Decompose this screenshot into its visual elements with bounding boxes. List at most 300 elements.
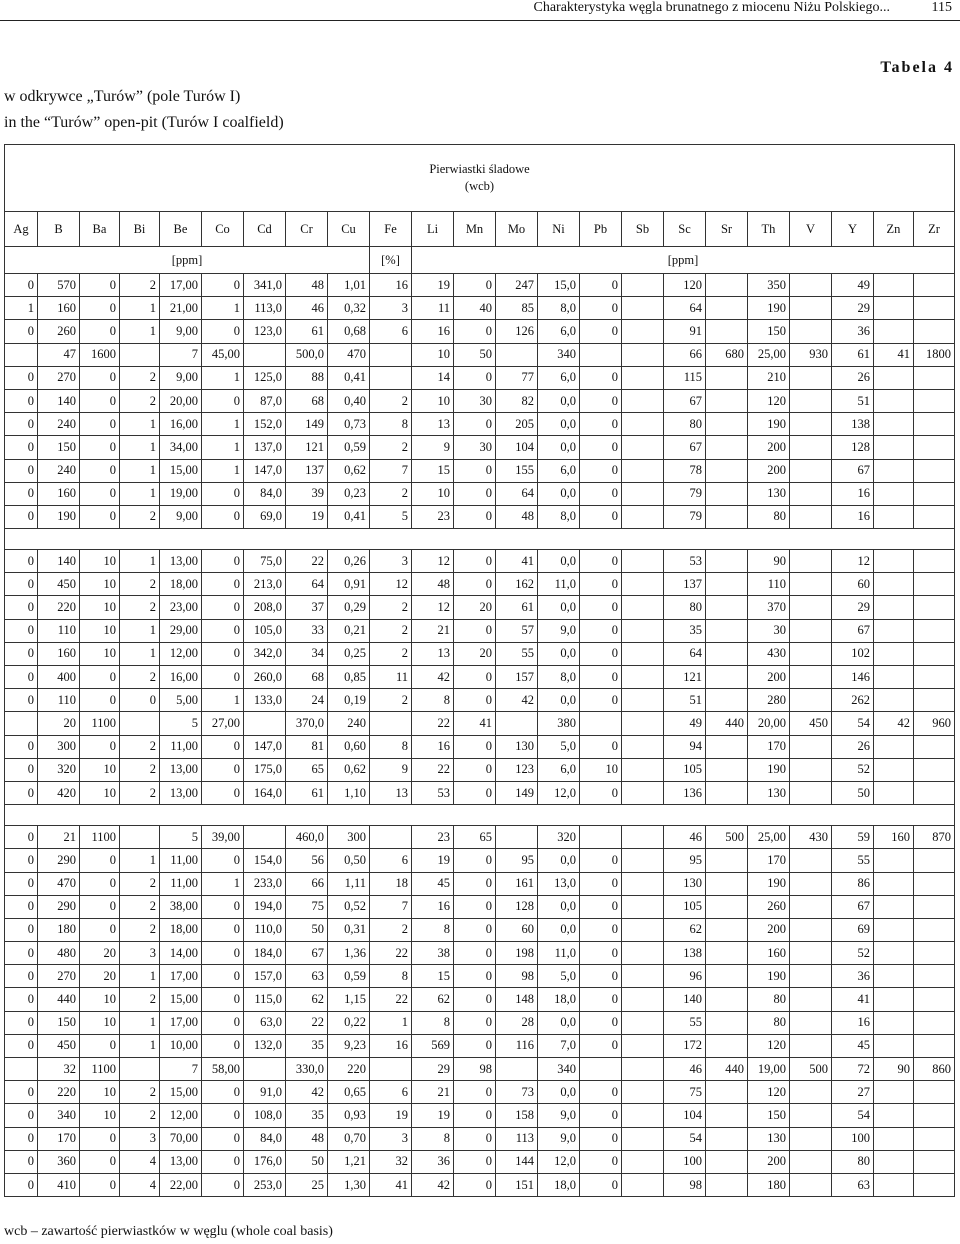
cell-bi: 2 — [120, 918, 160, 941]
cell-ag: 0 — [5, 642, 38, 665]
table-row — [5, 459, 955, 482]
cell-cu: 0,32 — [328, 297, 370, 320]
cell-pb: 0 — [580, 413, 622, 436]
cell-sr — [706, 550, 748, 573]
cell-co: 0 — [202, 942, 244, 965]
cell-ag: 0 — [5, 366, 38, 389]
cell-mn: 0 — [454, 1150, 496, 1173]
cell-b: 32 — [38, 1058, 80, 1081]
cell-mo: 64 — [496, 482, 538, 505]
cell-fe: 9 — [370, 758, 412, 781]
cell-fe: 3 — [370, 550, 412, 573]
table-row — [5, 642, 955, 665]
cell-zr — [914, 1150, 955, 1173]
cell-bi: 4 — [120, 1150, 160, 1173]
cell-zr — [914, 459, 955, 482]
table-row — [5, 366, 955, 389]
cell-bi: 2 — [120, 666, 160, 689]
table-row — [5, 297, 955, 320]
cell-fe: 3 — [370, 1127, 412, 1150]
cell-zn — [874, 619, 914, 642]
cell-co: 1 — [202, 436, 244, 459]
cell-bi: 2 — [120, 758, 160, 781]
cell-ag: 0 — [5, 826, 38, 849]
table-row — [5, 965, 955, 988]
cell-cr: 61 — [286, 320, 328, 343]
table-row — [5, 436, 955, 459]
cell-zr — [914, 965, 955, 988]
cell-li: 23 — [412, 826, 454, 849]
cell-cu: 0,93 — [328, 1104, 370, 1127]
cell-cd: 125,0 — [244, 366, 286, 389]
cell-sc: 78 — [664, 459, 706, 482]
cell-sr — [706, 482, 748, 505]
cell-sb — [622, 1127, 664, 1150]
cell-li: 62 — [412, 988, 454, 1011]
cell-v — [790, 1104, 832, 1127]
cell-be: 15,00 — [160, 1081, 202, 1104]
cell-b: 220 — [38, 1081, 80, 1104]
cell-y: 29 — [832, 297, 874, 320]
cell-mo: 85 — [496, 297, 538, 320]
cell-b: 360 — [38, 1150, 80, 1173]
cell-zn — [874, 988, 914, 1011]
cell-mn: 0 — [454, 482, 496, 505]
cell-sc: 94 — [664, 735, 706, 758]
cell-zn — [874, 389, 914, 412]
cell-bi: 2 — [120, 596, 160, 619]
cell-cr: 75 — [286, 895, 328, 918]
cell-v — [790, 459, 832, 482]
cell-sb — [622, 988, 664, 1011]
cell-co: 0 — [202, 918, 244, 941]
cell-b: 440 — [38, 988, 80, 1011]
cell-li: 8 — [412, 918, 454, 941]
cell-zn — [874, 1081, 914, 1104]
cell-b: 300 — [38, 735, 80, 758]
cell-li: 23 — [412, 505, 454, 528]
group-header-cell — [5, 145, 955, 212]
table-row — [5, 666, 955, 689]
cell-sr — [706, 942, 748, 965]
cell-v — [790, 413, 832, 436]
cell-b: 260 — [38, 320, 80, 343]
cell-cu: 0,19 — [328, 689, 370, 712]
cell-ag: 0 — [5, 689, 38, 712]
footnote: wcb – zawartość pierwiastków w węglu (whole coal basis) — [4, 1224, 333, 1239]
cell-v — [790, 895, 832, 918]
cell-y: 67 — [832, 459, 874, 482]
cell-ni: 0,0 — [538, 849, 580, 872]
cell-th: 19,00 — [748, 1058, 790, 1081]
cell-be: 16,00 — [160, 666, 202, 689]
cell-pb: 0 — [580, 988, 622, 1011]
cell-cd: 233,0 — [244, 872, 286, 895]
cell-fe: 2 — [370, 389, 412, 412]
cell-co: 0 — [202, 550, 244, 573]
cell-mo: 98 — [496, 965, 538, 988]
cell-be: 9,00 — [160, 505, 202, 528]
cell-zn: 42 — [874, 712, 914, 735]
cell-sc: 96 — [664, 965, 706, 988]
table-row — [5, 1034, 955, 1057]
cell-cu: 0,26 — [328, 550, 370, 573]
cell-y: 36 — [832, 965, 874, 988]
cell-pb: 0 — [580, 942, 622, 965]
cell-sr — [706, 505, 748, 528]
cell-th: 190 — [748, 758, 790, 781]
cell-b: 160 — [38, 642, 80, 665]
cell-be: 21,00 — [160, 297, 202, 320]
cell-sc: 80 — [664, 596, 706, 619]
cell-fe: 11 — [370, 666, 412, 689]
cell-zr — [914, 1011, 955, 1034]
cell-cu: 0,25 — [328, 642, 370, 665]
cell-bi: 1 — [120, 642, 160, 665]
cell-b: 340 — [38, 1104, 80, 1127]
cell-th: 200 — [748, 459, 790, 482]
cell-mn: 0 — [454, 895, 496, 918]
cell-zn — [874, 758, 914, 781]
cell-ni: 0,0 — [538, 642, 580, 665]
cell-ag: 0 — [5, 988, 38, 1011]
cell-ni: 0,0 — [538, 550, 580, 573]
cell-sr — [706, 872, 748, 895]
cell-mo: 61 — [496, 596, 538, 619]
cell-pb: 0 — [580, 297, 622, 320]
cell-zr — [914, 550, 955, 573]
block-separator-row — [5, 805, 955, 826]
cell-mn: 30 — [454, 389, 496, 412]
cell-bi: 2 — [120, 781, 160, 804]
cell-sc: 91 — [664, 320, 706, 343]
table-row — [5, 712, 955, 735]
cell-be: 9,00 — [160, 366, 202, 389]
table-row — [5, 758, 955, 781]
cell-co: 0 — [202, 389, 244, 412]
cell-cd: 84,0 — [244, 1127, 286, 1150]
cell-bi: 1 — [120, 619, 160, 642]
cell-co: 0 — [202, 1173, 244, 1196]
cell-be: 13,00 — [160, 550, 202, 573]
cell-li: 16 — [412, 320, 454, 343]
cell-li: 8 — [412, 1011, 454, 1034]
cell-cd: 213,0 — [244, 573, 286, 596]
cell-be: 22,00 — [160, 1173, 202, 1196]
cell-zr — [914, 482, 955, 505]
cell-li: 10 — [412, 482, 454, 505]
cell-sb — [622, 297, 664, 320]
cell-th: 130 — [748, 482, 790, 505]
cell-pb: 0 — [580, 389, 622, 412]
cell-ag: 0 — [5, 320, 38, 343]
cell-ni: 380 — [538, 712, 580, 735]
cell-zn — [874, 849, 914, 872]
table-row — [5, 689, 955, 712]
cell-sb — [622, 573, 664, 596]
cell-ba: 10 — [80, 619, 120, 642]
cell-ag — [5, 712, 38, 735]
cell-cu: 0,60 — [328, 735, 370, 758]
cell-v — [790, 436, 832, 459]
cell-ag: 0 — [5, 849, 38, 872]
cell-zn — [874, 573, 914, 596]
running-header-title: Charakterystyka węgla brunatnego z miocenu Niżu Polskiego... — [533, 0, 890, 15]
cell-cd: 133,0 — [244, 689, 286, 712]
cell-mn: 0 — [454, 735, 496, 758]
cell-li: 29 — [412, 1058, 454, 1081]
column-header-ag: Ag — [5, 212, 38, 247]
cell-ni: 6,0 — [538, 758, 580, 781]
cell-ni: 9,0 — [538, 619, 580, 642]
cell-sr — [706, 573, 748, 596]
cell-ni: 12,0 — [538, 1150, 580, 1173]
cell-sc: 49 — [664, 712, 706, 735]
cell-bi: 1 — [120, 849, 160, 872]
trace-elements-table — [4, 144, 955, 1197]
cell-b: 290 — [38, 895, 80, 918]
cell-cr: 137 — [286, 459, 328, 482]
cell-ag: 1 — [5, 297, 38, 320]
cell-b: 270 — [38, 965, 80, 988]
cell-th: 120 — [748, 389, 790, 412]
cell-sr — [706, 895, 748, 918]
column-header-ni: Ni — [538, 212, 580, 247]
cell-th: 150 — [748, 320, 790, 343]
cell-cu: 0,50 — [328, 849, 370, 872]
cell-ag: 0 — [5, 1081, 38, 1104]
cell-cd: 152,0 — [244, 413, 286, 436]
cell-zn — [874, 482, 914, 505]
cell-pb — [580, 1058, 622, 1081]
cell-th: 130 — [748, 781, 790, 804]
cell-cu: 1,36 — [328, 942, 370, 965]
cell-sc: 104 — [664, 1104, 706, 1127]
cell-y: 41 — [832, 988, 874, 1011]
table-row — [5, 895, 955, 918]
cell-li: 11 — [412, 297, 454, 320]
cell-cu: 0,21 — [328, 619, 370, 642]
cell-cr: 66 — [286, 872, 328, 895]
cell-sb — [622, 1104, 664, 1127]
cell-sc: 53 — [664, 550, 706, 573]
cell-th: 370 — [748, 596, 790, 619]
cell-sr: 500 — [706, 826, 748, 849]
cell-b: 450 — [38, 1034, 80, 1057]
cell-ba: 0 — [80, 735, 120, 758]
cell-cr: 35 — [286, 1104, 328, 1127]
cell-ba: 0 — [80, 895, 120, 918]
cell-fe: 2 — [370, 482, 412, 505]
cell-sr — [706, 389, 748, 412]
cell-mo: 77 — [496, 366, 538, 389]
cell-y: 59 — [832, 826, 874, 849]
cell-v: 930 — [790, 343, 832, 366]
cell-y: 72 — [832, 1058, 874, 1081]
cell-b: 470 — [38, 872, 80, 895]
cell-be: 20,00 — [160, 389, 202, 412]
cell-sc: 75 — [664, 1081, 706, 1104]
cell-cu: 240 — [328, 712, 370, 735]
cell-co: 1 — [202, 413, 244, 436]
cell-ba: 10 — [80, 988, 120, 1011]
cell-v — [790, 297, 832, 320]
cell-sb — [622, 942, 664, 965]
block-separator-row — [5, 529, 955, 550]
table-row — [5, 1081, 955, 1104]
cell-sc: 55 — [664, 1011, 706, 1034]
cell-ag: 0 — [5, 436, 38, 459]
cell-ba: 0 — [80, 320, 120, 343]
cell-cu: 1,10 — [328, 781, 370, 804]
cell-zr: 860 — [914, 1058, 955, 1081]
cell-mn: 0 — [454, 666, 496, 689]
cell-bi: 2 — [120, 1081, 160, 1104]
cell-sb — [622, 965, 664, 988]
cell-sb — [622, 642, 664, 665]
cell-zr — [914, 1173, 955, 1196]
cell-th: 200 — [748, 918, 790, 941]
cell-sc: 79 — [664, 505, 706, 528]
cell-ba: 0 — [80, 413, 120, 436]
cell-sc: 138 — [664, 942, 706, 965]
cell-cu: 300 — [328, 826, 370, 849]
cell-ba: 10 — [80, 596, 120, 619]
cell-v — [790, 482, 832, 505]
cell-ba: 0 — [80, 1034, 120, 1057]
cell-ni: 13,0 — [538, 872, 580, 895]
cell-zn — [874, 366, 914, 389]
cell-mo: 104 — [496, 436, 538, 459]
cell-cu: 0,41 — [328, 366, 370, 389]
cell-bi: 0 — [120, 689, 160, 712]
column-header-be: Be — [160, 212, 202, 247]
cell-zn — [874, 436, 914, 459]
cell-b: 21 — [38, 826, 80, 849]
cell-pb: 0 — [580, 1150, 622, 1173]
cell-fe: 1 — [370, 1011, 412, 1034]
cell-bi: 2 — [120, 895, 160, 918]
cell-th: 280 — [748, 689, 790, 712]
cell-mn: 0 — [454, 320, 496, 343]
table-row — [5, 596, 955, 619]
cell-ba: 0 — [80, 1127, 120, 1150]
cell-zr — [914, 735, 955, 758]
cell-li: 19 — [412, 274, 454, 297]
cell-cd: 137,0 — [244, 436, 286, 459]
cell-sr: 680 — [706, 343, 748, 366]
cell-mn: 65 — [454, 826, 496, 849]
cell-th: 170 — [748, 849, 790, 872]
cell-ni: 0,0 — [538, 389, 580, 412]
cell-co: 1 — [202, 459, 244, 482]
cell-sc: 136 — [664, 781, 706, 804]
cell-be: 15,00 — [160, 459, 202, 482]
cell-mo: 157 — [496, 666, 538, 689]
column-header-sr: Sr — [706, 212, 748, 247]
cell-sc: 51 — [664, 689, 706, 712]
cell-co: 0 — [202, 666, 244, 689]
cell-mo — [496, 1058, 538, 1081]
cell-sc: 54 — [664, 1127, 706, 1150]
cell-li: 16 — [412, 895, 454, 918]
cell-mn: 0 — [454, 988, 496, 1011]
cell-be: 34,00 — [160, 436, 202, 459]
cell-y: 36 — [832, 320, 874, 343]
cell-cu: 1,11 — [328, 872, 370, 895]
table-row — [5, 1104, 955, 1127]
cell-cd: 176,0 — [244, 1150, 286, 1173]
table-row — [5, 872, 955, 895]
cell-sc: 105 — [664, 895, 706, 918]
cell-sb — [622, 459, 664, 482]
cell-zn — [874, 872, 914, 895]
cell-cr: 46 — [286, 297, 328, 320]
cell-b: 410 — [38, 1173, 80, 1196]
cell-bi — [120, 712, 160, 735]
table-body — [5, 274, 955, 1197]
table-row — [5, 781, 955, 804]
cell-mo: 126 — [496, 320, 538, 343]
cell-fe: 18 — [370, 872, 412, 895]
cell-li: 10 — [412, 343, 454, 366]
cell-be: 12,00 — [160, 642, 202, 665]
cell-sb — [622, 1150, 664, 1173]
cell-bi: 2 — [120, 1104, 160, 1127]
cell-be: 12,00 — [160, 1104, 202, 1127]
cell-ba: 10 — [80, 758, 120, 781]
cell-ba: 0 — [80, 849, 120, 872]
cell-li: 42 — [412, 1173, 454, 1196]
cell-sr — [706, 849, 748, 872]
cell-b: 140 — [38, 550, 80, 573]
cell-sc: 46 — [664, 826, 706, 849]
cell-b: 170 — [38, 1127, 80, 1150]
group-header-row — [5, 145, 955, 212]
cell-ba: 0 — [80, 505, 120, 528]
cell-y: 26 — [832, 366, 874, 389]
cell-mo: 149 — [496, 781, 538, 804]
cell-ba: 10 — [80, 1081, 120, 1104]
cell-sr — [706, 274, 748, 297]
cell-be: 19,00 — [160, 482, 202, 505]
cell-fe: 19 — [370, 1104, 412, 1127]
cell-sb — [622, 1173, 664, 1196]
cell-zr — [914, 689, 955, 712]
cell-th: 25,00 — [748, 343, 790, 366]
cell-th: 350 — [748, 274, 790, 297]
cell-cd — [244, 343, 286, 366]
cell-sr — [706, 436, 748, 459]
cell-ag: 0 — [5, 596, 38, 619]
cell-v — [790, 758, 832, 781]
cell-th: 180 — [748, 1173, 790, 1196]
cell-cd: 91,0 — [244, 1081, 286, 1104]
cell-cu: 0,29 — [328, 596, 370, 619]
cell-be: 7 — [160, 1058, 202, 1081]
cell-y: 54 — [832, 712, 874, 735]
cell-co: 0 — [202, 619, 244, 642]
cell-v — [790, 781, 832, 804]
cell-cr: 64 — [286, 573, 328, 596]
cell-be: 17,00 — [160, 274, 202, 297]
cell-ni: 340 — [538, 1058, 580, 1081]
cell-co: 0 — [202, 642, 244, 665]
cell-th: 200 — [748, 1150, 790, 1173]
cell-sc: 79 — [664, 482, 706, 505]
cell-ag: 0 — [5, 1011, 38, 1034]
table-row — [5, 274, 955, 297]
